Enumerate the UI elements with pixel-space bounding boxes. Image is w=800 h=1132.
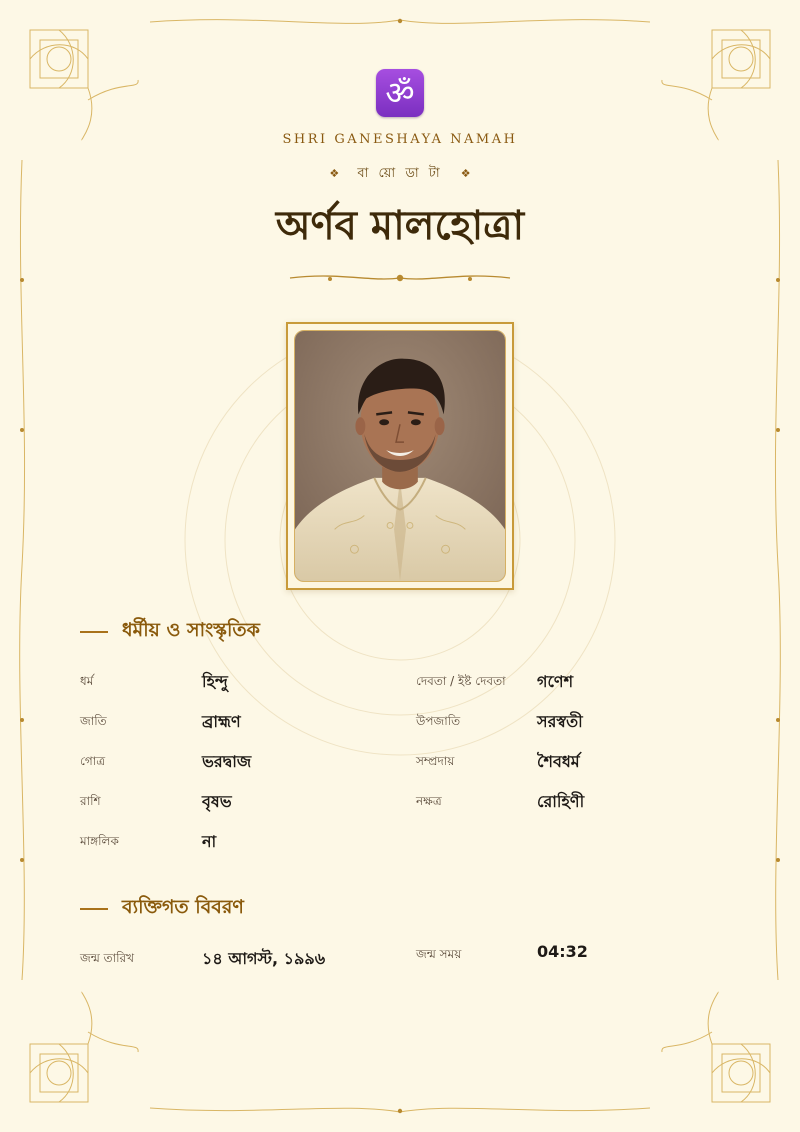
field-label-manglik: মাঙ্গলিক: [80, 834, 119, 848]
section-dash-icon: [80, 631, 108, 633]
field-value-rashi: বৃষভ: [202, 792, 232, 811]
field-label-subcaste: উপজাতি: [416, 714, 461, 728]
field-label-religion: ধর্ম: [80, 674, 94, 688]
section-title-text: ধর্মীয় ও সাংস্কৃতিক: [122, 619, 260, 641]
photo-frame: [286, 322, 514, 590]
field-value-sect: শৈবধর্ম: [537, 752, 580, 771]
section-title-personal: [80, 893, 244, 925]
field-label-sect: সম্প্রদায়: [416, 754, 455, 768]
field-value-deity: গণেশ: [537, 672, 574, 691]
subtitle-text: বা য়ো ডা টা: [357, 166, 443, 181]
invocation-text: SHRI GANESHAYA NAMAH: [282, 132, 518, 147]
field-value-gotra: ভরদ্বাজ: [202, 752, 252, 771]
field-label-deity: দেবতা / ইষ্ট দেবতা: [416, 674, 506, 688]
diamond-ornament-icon: ❖: [460, 167, 471, 180]
field-value-religion: হিন্দু: [202, 672, 228, 691]
field-label-gotra: গোত্র: [80, 754, 106, 768]
field-label-rashi: রাশি: [80, 794, 101, 808]
om-icon: [376, 69, 424, 117]
section-dash-icon: [80, 908, 108, 910]
field-value-birth-date: ১৪ আগস্ট, ১৯৯৬: [202, 949, 326, 968]
portrait-photo: [294, 330, 506, 582]
section-title-text: ব্যক্তিগত বিবরণ: [122, 896, 244, 918]
section-title-religious: [80, 616, 260, 648]
person-name: অর্ণব মালহোত্রা: [275, 203, 525, 249]
biodata-subtitle: [0, 164, 800, 185]
field-label-caste: জাতি: [80, 714, 107, 728]
diamond-ornament-icon: ❖: [329, 167, 340, 180]
field-value-manglik: না: [202, 832, 217, 851]
field-value-subcaste: সরস্বতী: [537, 712, 583, 731]
field-label-nakshatra: নক্ষত্র: [416, 794, 442, 808]
field-label-birth-date: জন্ম তারিখ: [80, 951, 135, 965]
field-value-caste: ব্রাহ্মণ: [202, 712, 241, 731]
field-value-nakshatra: রোহিণী: [537, 792, 585, 811]
field-label-birth-time: জন্ম সময়: [416, 947, 462, 961]
om-symbol: ॐ: [385, 74, 415, 112]
field-value-birth-time: 04:32: [537, 942, 588, 961]
